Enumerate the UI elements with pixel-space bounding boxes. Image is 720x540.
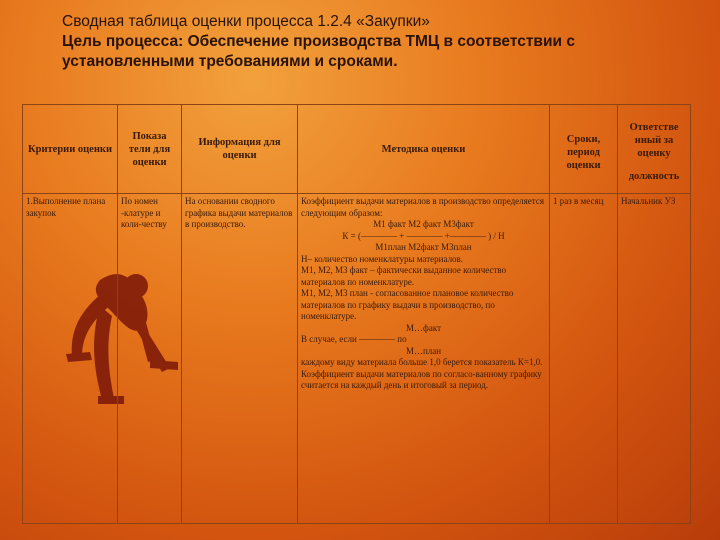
header-responsible-label: Ответстве нный за оценку	[629, 122, 679, 159]
method-line: Коэффициент выдачи материалов по согласо-ванному графику считается на каждый день и итоговый за период.	[301, 368, 542, 390]
cell-criteria: 1.Выполнение плана закупок	[23, 194, 118, 524]
header-position-label: должность	[628, 171, 680, 182]
method-formula-den: М1план М2факт М3план	[375, 242, 472, 252]
cell-indicators: По номен -клатуре и коли-честву	[118, 194, 182, 524]
method-line: Коэффициент выдачи материалов в производство определяется следующим образом:	[301, 196, 544, 218]
cell-terms: 1 раз в месяц	[550, 194, 618, 524]
header-indicators: Показа тели для оценки	[118, 105, 182, 194]
header-info: Информация для оценки	[182, 105, 298, 194]
slide-title: Сводная таблица оценки процесса 1.2.4 «Закупки»	[62, 13, 430, 30]
method-formula: К = (———— + ———— +———— ) / Н	[342, 230, 505, 241]
header-method: Методика оценки	[298, 105, 550, 194]
header-criteria: Критерии оценки	[23, 105, 118, 194]
method-formula-num: М1 факт М2 факт М3факт	[373, 219, 474, 229]
cell-method	[298, 194, 550, 524]
table-header-row	[23, 105, 691, 194]
cell-info: На основании сводного графика выдачи материалов в производство.	[182, 194, 298, 524]
slide-header	[62, 12, 712, 72]
header-responsible	[618, 105, 691, 194]
method-line: В случае, если ———— по	[301, 334, 407, 344]
header-terms	[550, 105, 618, 194]
header-terms-label: Сроки, период оценки	[566, 133, 601, 171]
table-row	[23, 194, 691, 524]
method-line: М1, М2, М3 факт – фактически выданное количество материалов по номенклатуре.	[301, 265, 507, 287]
method-ratio-num: М…факт	[405, 322, 441, 333]
process-goal-line2: установленными требованиями и сроками.	[62, 53, 398, 70]
method-line: каждому виду материала больше 1,0 берется показатель К=1,0.	[301, 357, 543, 367]
method-line: М1, М2, М3 план - согласованное плановое количество материалов по графику выдачи в производство, по номенклатуре.	[301, 288, 514, 321]
method-ratio-den: М…план	[405, 345, 442, 356]
method-line: Н– количество номенклатуры материалов.	[301, 253, 464, 264]
process-goal-line1: Цель процесса: Обеспечение производства ТМЦ в соответствии с	[62, 33, 575, 50]
process-evaluation-table	[22, 104, 691, 524]
cell-responsible: Начальник УЗ	[618, 194, 691, 524]
